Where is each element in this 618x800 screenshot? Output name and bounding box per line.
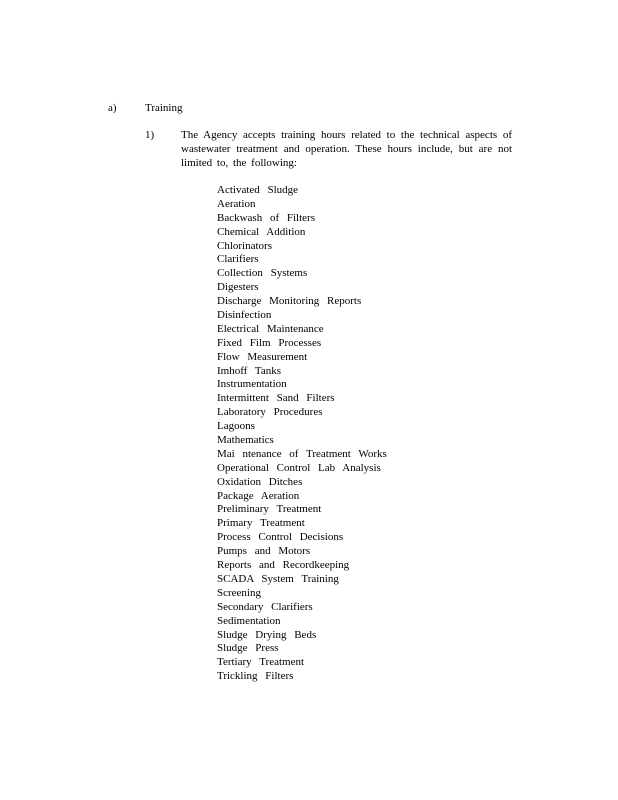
- list-item: Chemical Addition: [217, 225, 306, 238]
- list-item: Preliminary Treatment: [217, 503, 322, 516]
- list-item: Intermittent Sand Filters: [217, 392, 335, 405]
- list-item: Sedimentation: [217, 614, 281, 627]
- list-item: Digesters: [217, 281, 259, 294]
- list-item: Clarifiers: [217, 253, 259, 266]
- section-marker: a): [108, 102, 117, 114]
- list-item: Oxidation Ditches: [217, 475, 303, 488]
- list-item: Sludge Press: [217, 642, 279, 655]
- list-item: Primary Treatment: [217, 517, 305, 530]
- list-item: Package Aeration: [217, 489, 300, 502]
- list-item: Mathematics: [217, 434, 274, 447]
- list-item: Electrical Maintenance: [217, 322, 324, 335]
- list-item: Screening: [217, 586, 261, 599]
- paragraph-line: The Agency accepts training hours related to the technical aspects of: [181, 129, 512, 141]
- list-item: Lagoons: [217, 420, 255, 433]
- list-item: Collection Systems: [217, 267, 308, 280]
- list-item: Discharge Monitoring Reports: [217, 295, 362, 308]
- list-item: Process Control Decisions: [217, 531, 344, 544]
- list-item: Imhoff Tanks: [217, 364, 282, 377]
- list-item: Chlorinators: [217, 239, 272, 252]
- list-item: Disinfection: [217, 309, 272, 322]
- list-item: Tertiary Treatment: [217, 656, 305, 669]
- list-item: Laboratory Procedures: [217, 406, 323, 419]
- list-item: Reports and Recordkeeping: [217, 559, 350, 572]
- section-title: Training: [145, 102, 183, 114]
- training-topic-list: [217, 184, 387, 684]
- list-item: Activated Sludge: [217, 184, 299, 196]
- list-item: Instrumentation: [217, 378, 287, 391]
- list-item: Backwash of Filters: [217, 211, 315, 224]
- list-item: Sludge Drying Beds: [217, 628, 317, 641]
- list-item: Trickling Filters: [217, 670, 294, 683]
- list-item: Mai ntenance of Treatment Works: [217, 447, 387, 460]
- list-item: Operational Control Lab Analysis: [217, 461, 381, 474]
- list-item: Flow Measurement: [217, 350, 308, 363]
- list-item: Aeration: [217, 197, 256, 210]
- paragraph-line: wastewater treatment and operation. These hours include, but are not: [181, 143, 512, 155]
- item-marker: 1): [145, 129, 155, 141]
- list-item: Secondary Clarifiers: [217, 600, 313, 613]
- paragraph-line: limited to, the following:: [181, 157, 297, 169]
- list-item: Pumps and Motors: [217, 545, 311, 558]
- list-item: SCADA System Training: [217, 572, 339, 585]
- list-item: Fixed Film Processes: [217, 336, 322, 349]
- item-paragraph: [181, 128, 512, 170]
